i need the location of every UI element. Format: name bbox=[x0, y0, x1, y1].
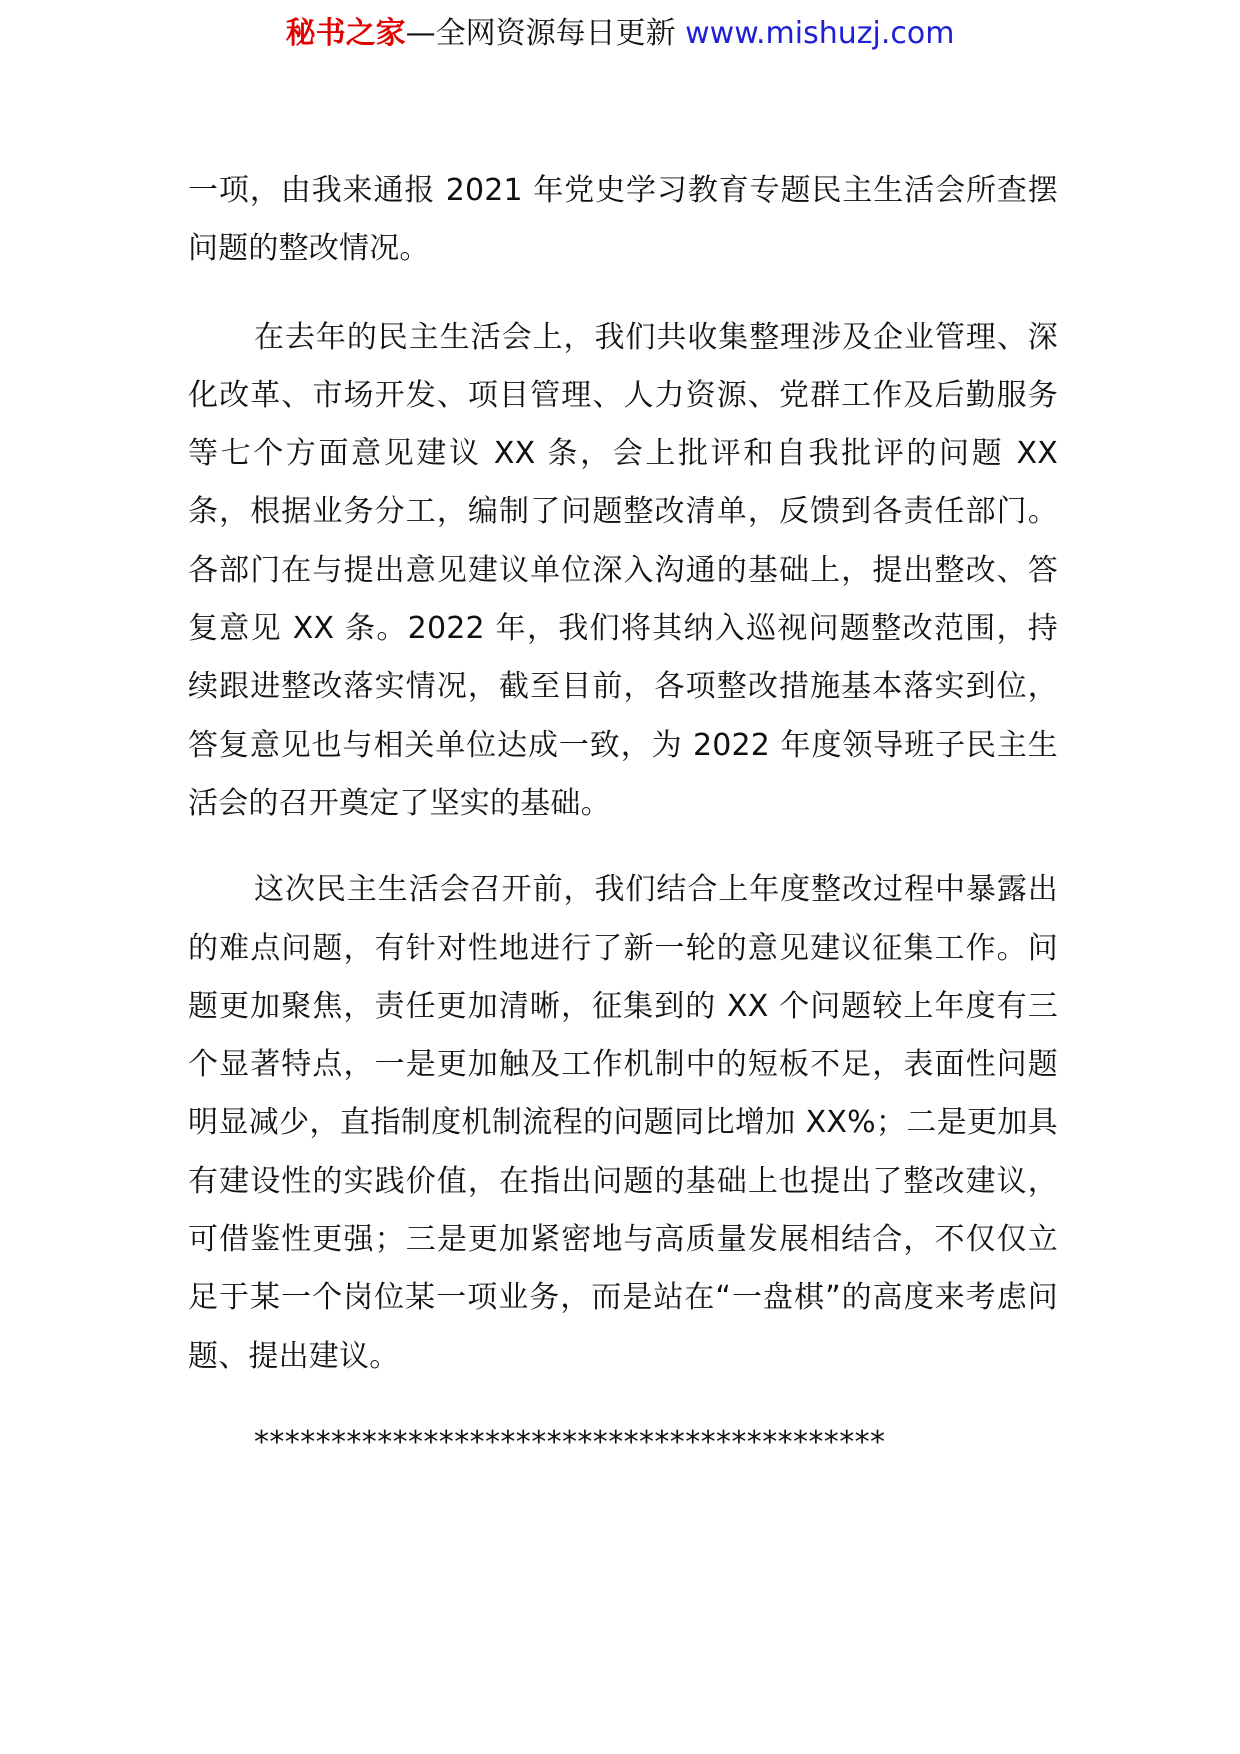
document-body bbox=[188, 162, 1058, 1472]
website-link[interactable]: www.mishuzj.com bbox=[685, 16, 955, 51]
separator-stars: ***************************************** bbox=[254, 1424, 886, 1460]
header-tagline: —全网资源每日更新 bbox=[405, 16, 676, 51]
paragraph-continuation: 一项，由我来通报 2021 年党史学习教育专题民主生活会所查摆问题的整改情况。 bbox=[188, 173, 1058, 267]
paragraph-last-year-rectification: 在去年的民主生活会上，我们共收集整理涉及企业管理、深化改革、市场开发、项目管理、人力资源、党群工作及后勤服务等七个方面意见建议 XX 条，会上批评和自我批评的问题 XX 条，根据业务分工，编制了问题整改清单，反馈到各责任部门。各部门在与提出意见建议单位深入沟通的基础上，提出整改、答复意见 XX 条。2022 年，我们将其纳入巡视问题整改范围，持续跟进整改落实情况，截至目前，各项整改措施基本落实到位，答复意见也与相关单位达成一致，为 2022 年度领导班子民主生活会的召开奠定了坚实的基础。 bbox=[188, 319, 1058, 821]
brand-name: 秘书之家 bbox=[285, 16, 406, 51]
site-header-banner bbox=[0, 12, 1240, 56]
paragraph-current-opinions: 这次民主生活会召开前，我们结合上年度整改过程中暴露出的难点问题，有针对性地进行了新一轮的意见建议征集工作。问题更加聚焦，责任更加清晰，征集到的 XX 个问题较上年度有三个显著特点，一是更加触及工作机制中的短板不足，表面性问题明显减少，直指制度机制流程的问题同比增加 XX%；二是更加具有建设性的实践价值，在指出问题的基础上也提出了整改建议，可借鉴性更强；三是更加紧密地与高质量发展相结合，不仅仅立足于某一个岗位某一项业务，而是站在“一盘棋”的高度来考虑问题、提出建议。 bbox=[188, 872, 1058, 1374]
